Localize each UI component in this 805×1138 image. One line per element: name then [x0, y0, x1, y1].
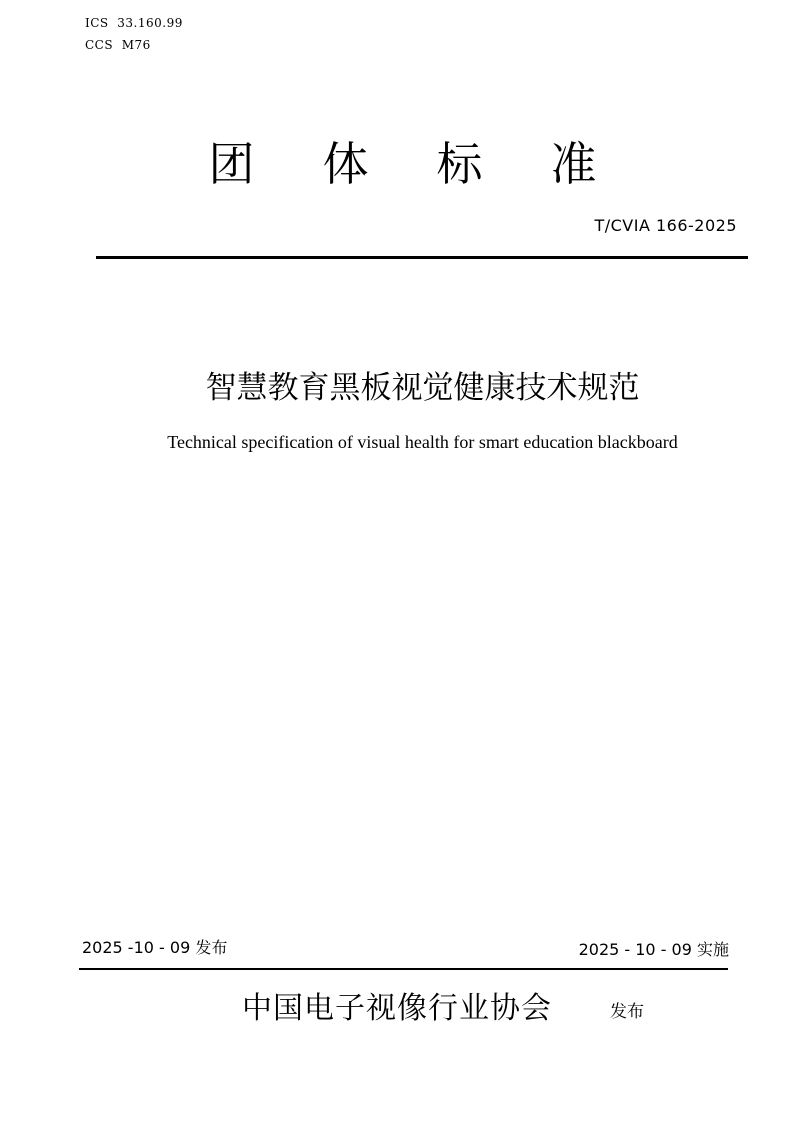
ccs-code: CCS M76	[85, 38, 151, 52]
title-english: Technical specification of visual health for smart education blackboard	[167, 432, 678, 452]
bottom-divider	[79, 968, 728, 970]
ics-code: ICS 33.160.99	[85, 16, 183, 30]
publisher-name: 中国电子视像行业协会	[242, 991, 552, 1026]
document-type-heading: 团体标准	[208, 137, 665, 191]
implementation-date: 2025 - 10 - 09 实施	[578, 940, 729, 959]
standard-number: T/CVIA 166-2025	[594, 216, 737, 235]
publish-label: 发布	[610, 1002, 644, 1022]
issue-date: 2025 -10 - 09 发布	[82, 938, 228, 957]
title-chinese: 智慧教育黑板视觉健康技术规范	[205, 370, 640, 406]
top-divider	[96, 256, 748, 259]
